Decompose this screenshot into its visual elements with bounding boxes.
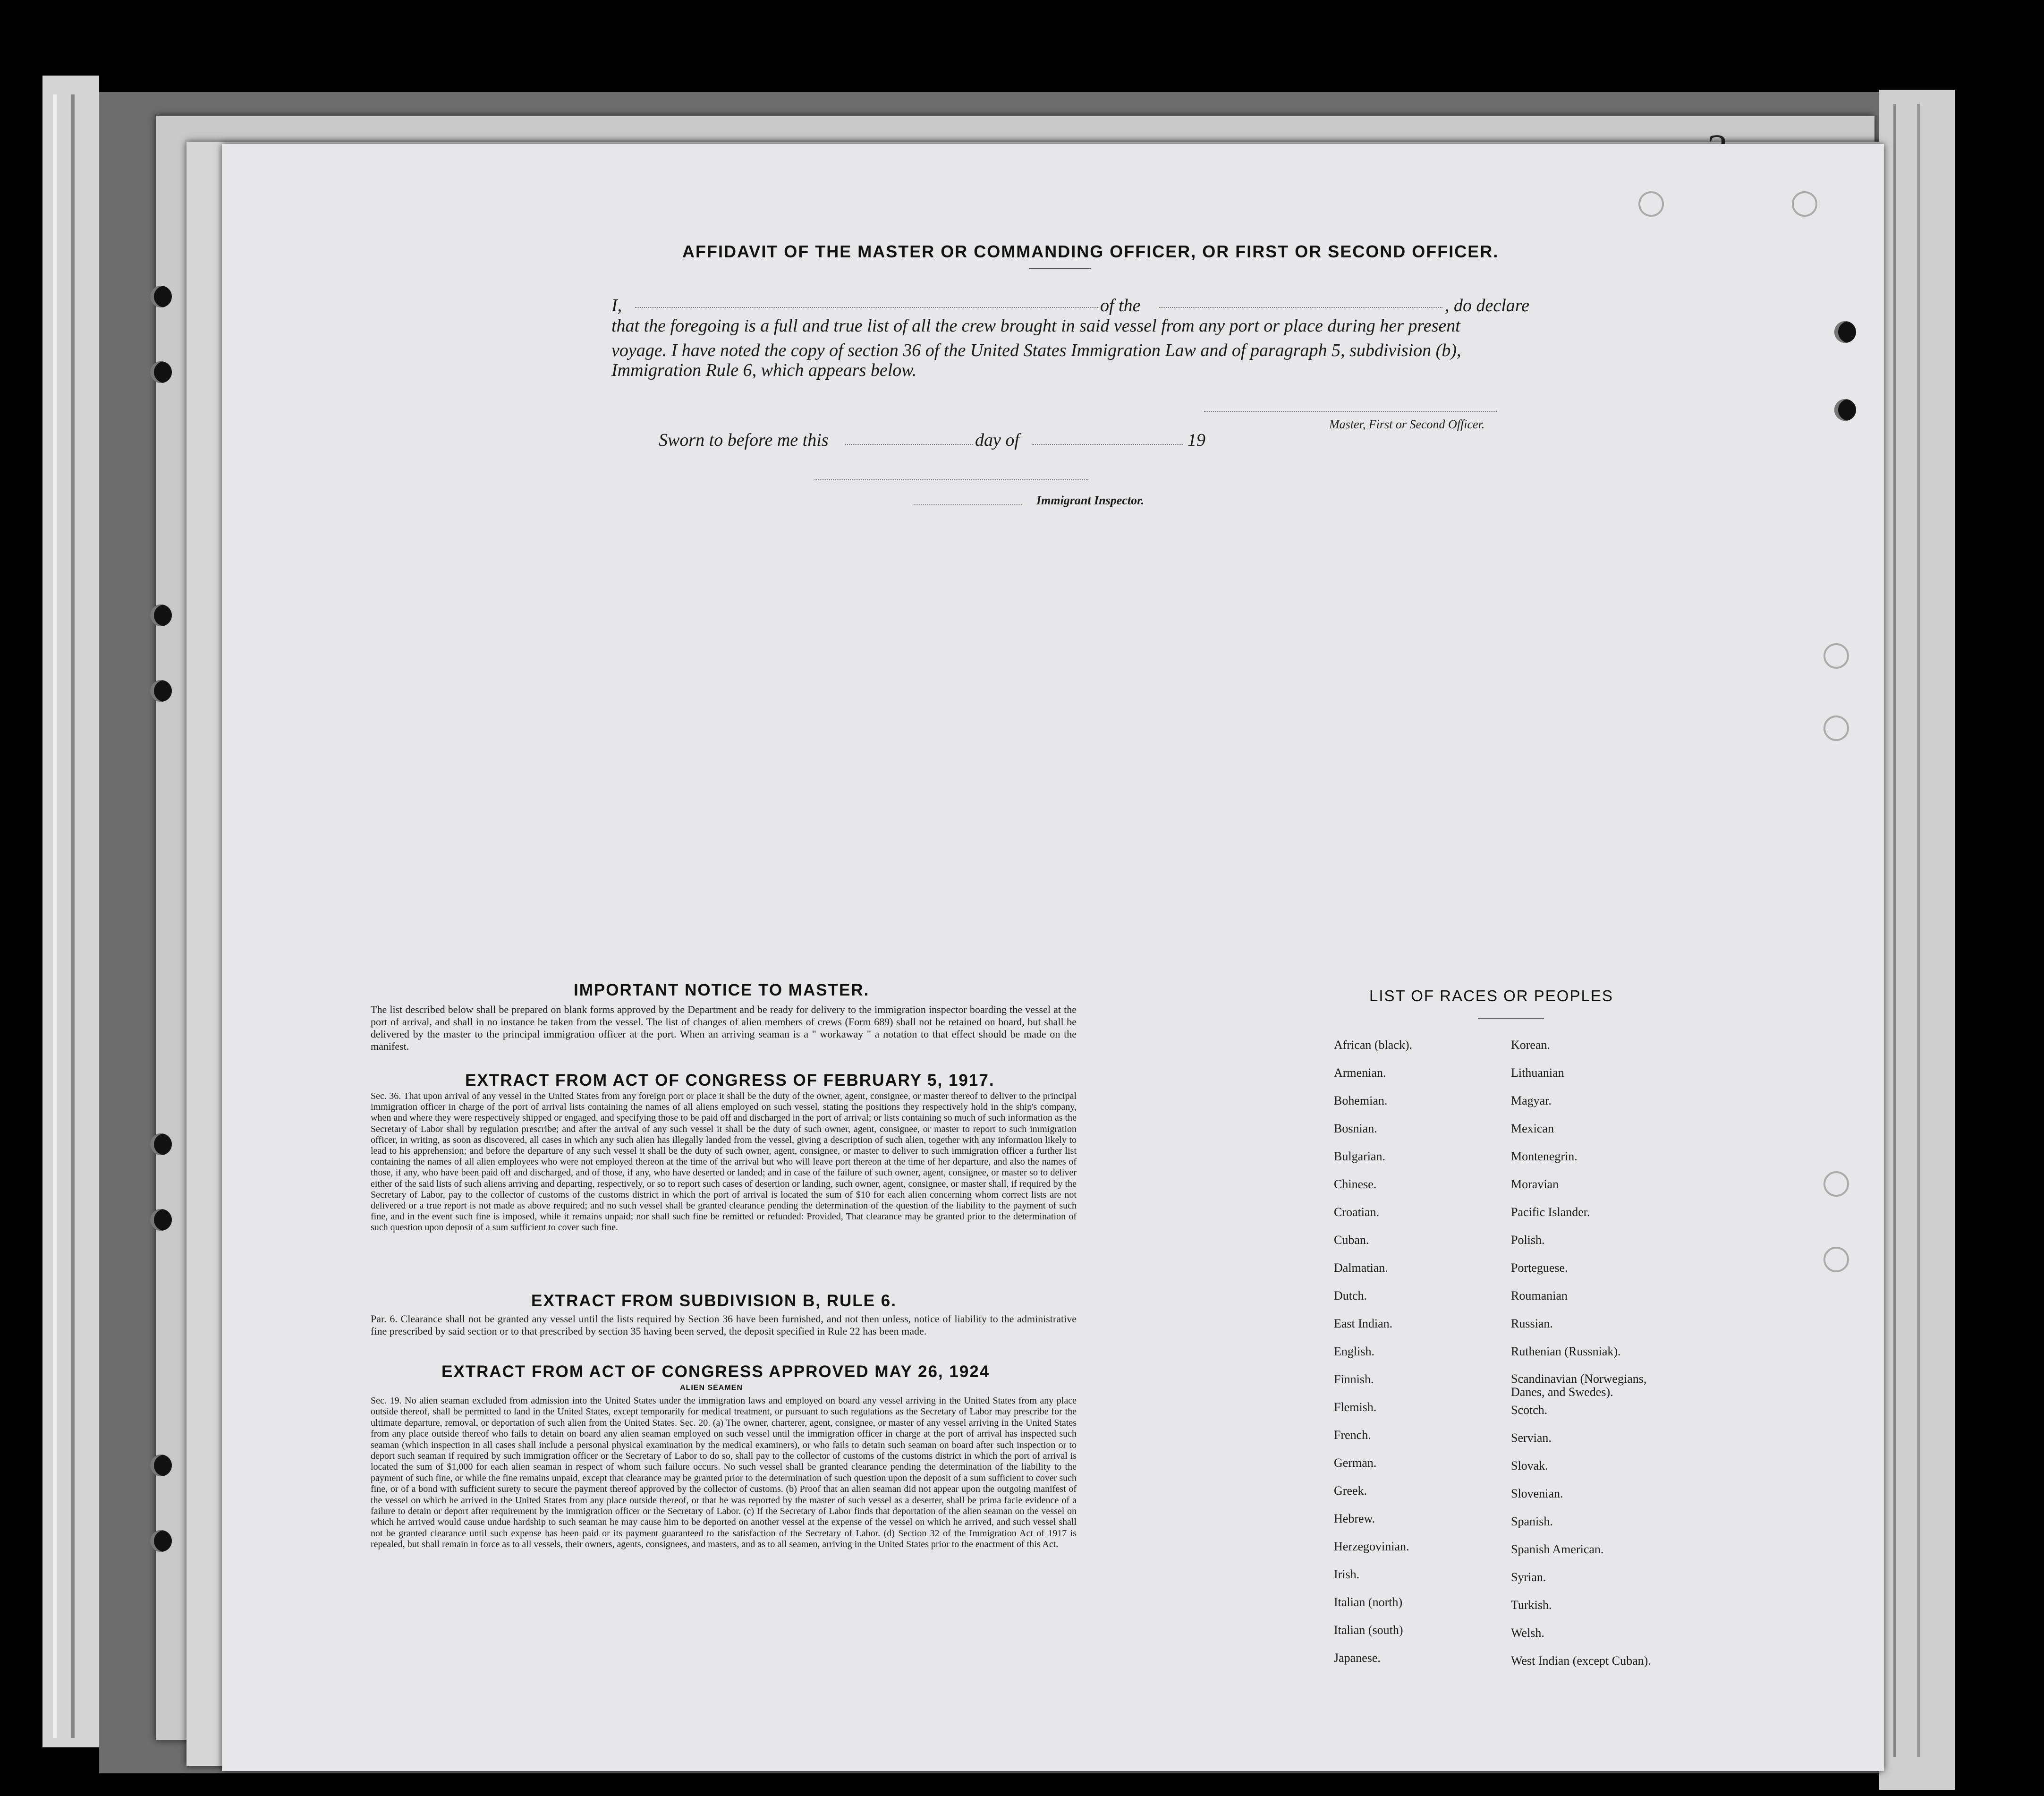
- day-of-text: day of: [975, 430, 1019, 450]
- race-item: Moravian: [1511, 1177, 1559, 1191]
- race-item: Herzegovinian.: [1334, 1540, 1409, 1553]
- race-item: English.: [1334, 1345, 1374, 1358]
- race-item: Bohemian.: [1334, 1094, 1388, 1107]
- race-item: Italian (south): [1334, 1623, 1403, 1637]
- punch-hole: [150, 680, 172, 702]
- year-prefix: 19: [1187, 430, 1205, 450]
- punch-hole: [150, 1133, 172, 1155]
- affidavit-i: I,: [611, 296, 622, 315]
- race-item: Croatian.: [1334, 1205, 1380, 1219]
- race-item: Welsh.: [1511, 1626, 1544, 1640]
- race-item: Bosnian.: [1334, 1122, 1377, 1135]
- sheet-edge-line: [71, 94, 75, 1738]
- extract-1917-text: Sec. 36. That upon arrival of any vessel in the United States from any foreign port or place it shall be the duty of the owner, agent, consignee, or master thereof to deliver to the principal immigration officer in charge of the port of arrival lists containing the names of all aliens employed on such vessel, stating the positions they respectively hold in the ship's company, when and where they were respectively shipped or engaged, and specifying those to be paid off and discharged in the port of arrival; or lists containing so much of such information as the Secretary of Labor shall by regulation prescribe; and after the arrival of any such vessel it shall be the duty of such owner, agent, consignee, or master to report to such immigration officer, in writing, as soon as discovered, all cases in which any such alien has illegally landed from the vessel, giving a description of such alien, together with any information likely to lead to his apprehension; and before the departure of any such vessel it shall be the duty of such owner, agent, consignee, or master to deliver to such immigration officer a further list containing the names of all alien employees who were not employed thereon at the time of the arrival but who will leave port thereon at the time of her departure, and also the names of those, if any, who have been paid off and discharged, and of those, if any, who have deserted or landed; and in case of the failure of such owner, agent, consignee, or master so to deliver either of the said lists of such aliens arriving and departing, respectively, or so to report such cases of desertion or landing, such owner, agent, consignee, or master shall, if required by the Secretary of Labor, pay to the collector of customs of the customs district in which the port of arrival is located the sum of $10 for each alien concerning whom correct lists are not delivered or a true report is not made as above required; and no such vessel shall be granted clearance pending the determination of the question of the liability to the payment of such fine, and in the event such fine is imposed, while it remains unpaid; nor shall such fine be remitted or refunded: Provided, That clearance may be granted prior to the determination of such question upon deposit of a sum sufficient to cover such fine.: [371, 1091, 1077, 1233]
- affidavit-line4: Immigration Rule 6, which appears below.: [611, 360, 917, 380]
- punch-hole: [150, 1455, 172, 1476]
- race-item: Russian.: [1511, 1317, 1553, 1330]
- month-blank: [1032, 444, 1183, 445]
- race-item: Flemish.: [1334, 1400, 1377, 1414]
- race-item: Scandinavian (Norwegians, Danes, and Swedes).: [1511, 1372, 1647, 1399]
- sheet-edge-line: [53, 94, 57, 1738]
- race-item: Lithuanian: [1511, 1066, 1564, 1080]
- punch-hole: [1823, 1171, 1849, 1197]
- vessel-blank: [1159, 307, 1442, 308]
- race-item: Spanish American.: [1511, 1542, 1604, 1556]
- extract-1917-title: EXTRACT FROM ACT OF CONGRESS OF FEBRUARY 5, 1917.: [465, 1071, 995, 1090]
- race-item: French.: [1334, 1428, 1371, 1442]
- sheet-edge-line: [1917, 104, 1920, 1757]
- punch-hole: [1792, 191, 1817, 217]
- race-item: Bulgarian.: [1334, 1149, 1386, 1163]
- punch-hole: [1823, 715, 1849, 741]
- punch-hole: [150, 361, 172, 383]
- race-item: Finnish.: [1334, 1372, 1374, 1386]
- race-item: Greek.: [1334, 1484, 1367, 1498]
- race-item: Irish.: [1334, 1567, 1360, 1581]
- inspector-line-2: [914, 504, 1022, 505]
- race-item: Armenian.: [1334, 1066, 1386, 1080]
- race-item: Syrian.: [1511, 1570, 1546, 1584]
- punch-hole: [150, 1209, 172, 1231]
- race-item: Mexican: [1511, 1122, 1554, 1135]
- affidavit-line3: voyage. I have noted the copy of section 36 of the United States Immigration Law and of paragraph 5, subdivision (b),: [611, 340, 1461, 360]
- extract-1924-text: Sec. 19. No alien seaman excluded from admission into the United States under the immigration laws and employed on board any vessel arriving in the United States from any place outside thereof, shall be permitted to land in the United States, except temporarily for medical treatment, or pursuant to such regulations as the Secretary of Labor may prescribe for the ultimate departure, removal, or deportation of such alien from the United States. Sec. 20. (a) The owner, charterer, agent, consignee, or master of any vessel arriving in the United States from any place outside thereof who fails to detain on board any alien seaman employed on such vessel until the immigration officer in charge at the port of arrival has inspected such seaman (which inspection in all cases shall include a personal physical examination by the medical examiners), or who fails to detain such seaman on board after such inspection or to deport such seaman if required by such immigration officer or the Secretary of Labor to do so, shall pay to the collector of customs of the customs district in which the port of arrival is located the sum of $1,000 for each alien seaman in respect of whom such failure occurs. No such vessel shall be granted clearance pending the determination of the liability to the payment of such fine, or while the fine remains unpaid, except that clearance may be granted prior to the determination of such question upon the deposit of a sum sufficient to cover such fine, or of a bond with sufficient surety to secure the payment thereof approved by the collector of customs. (b) Proof that an alien seaman did not appear upon the outgoing manifest of the vessel on which he arrived in the United States from any place outside thereof, or that he was reported by the master of such vessel as a deserter, shall be prima facie evidence of a failure to detain or deport after requirement by the immigration officer or the Secretary of Labor. (c) If the Secretary of Labor finds that deportation of the alien seaman on the vessel on which he arrived would cause undue hardship to such seaman he may cause him to be deported on another vessel at the expense of the vessel on which he arrived, and such vessel shall not be granted clearance until such expense has been paid or its payment guaranteed to the satisfaction of the Secretary of Labor. (d) Section 32 of the Immigration Act of 1917 is repealed, but shall remain in force as to all vessels, their owners, agents, consignees, and masters, and as to all seamen, arriving in the United States prior to the enactment of this Act.: [371, 1396, 1077, 1550]
- race-item: Spanish.: [1511, 1515, 1553, 1528]
- race-item: Japanese.: [1334, 1651, 1381, 1665]
- officer-signature-line: [1204, 411, 1497, 412]
- race-item: Italian (north): [1334, 1595, 1403, 1609]
- affidavit-of-the: of the: [1100, 296, 1141, 315]
- affidavit-title: AFFIDAVIT OF THE MASTER OR COMMANDING OFFICER, OR FIRST OR SECOND OFFICER.: [682, 242, 1499, 261]
- inspector-caption: Immigrant Inspector.: [1036, 494, 1145, 507]
- affidavit-line2: that the foregoing is a full and true list of all the crew brought in said vessel from any port or place during her present: [611, 316, 1460, 336]
- extract-rule6-title: EXTRACT FROM SUBDIVISION B, RULE 6.: [531, 1292, 897, 1310]
- race-item: Scotch.: [1511, 1403, 1548, 1417]
- notice-text: The list described below shall be prepared on blank forms approved by the Department and be ready for delivery to the immigration inspector boarding the vessel at the port of arrival, and shall in no instance be taken from the vessel. The list of changes of alien members of crews (Form 689) shall not be retained on board, but shall be delivered by the master to the principal immigration officer at the port. When an arriving seaman is a " workaway " a notation to that effect should be made on the manifest.: [371, 1004, 1077, 1052]
- race-item: Porteguese.: [1511, 1261, 1568, 1275]
- race-item: Pacific Islander.: [1511, 1205, 1590, 1219]
- race-item: Slovenian.: [1511, 1487, 1563, 1500]
- races-title: LIST OF RACES OR PEOPLES: [1369, 987, 1613, 1004]
- notice-title: IMPORTANT NOTICE TO MASTER.: [574, 981, 870, 999]
- race-item: Servian.: [1511, 1431, 1552, 1445]
- punch-hole: [150, 1530, 172, 1552]
- race-item: Korean.: [1511, 1038, 1551, 1052]
- races-title-rule: [1478, 1018, 1544, 1019]
- race-item: East Indian.: [1334, 1317, 1393, 1330]
- name-blank: [635, 307, 1098, 308]
- sheet-edge-line: [1893, 104, 1896, 1757]
- race-item: Turkish.: [1511, 1598, 1552, 1612]
- punch-hole: [1823, 1247, 1849, 1272]
- race-item: Slovak.: [1511, 1459, 1548, 1473]
- race-item: Dalmatian.: [1334, 1261, 1388, 1275]
- extract-rule6-text: Par. 6. Clearance shall not be granted any vessel until the lists required by Section 36 have been furnished, and not then unless, notice of liability to the administrative fine prescribed by said section or to that prescribed by section 35 having been served, the deposit specified in Rule 22 has been made.: [371, 1313, 1077, 1337]
- race-item: Roumanian: [1511, 1289, 1568, 1302]
- punch-hole: [1834, 321, 1856, 343]
- punch-hole: [150, 604, 172, 626]
- officer-signature-caption: Master, First or Second Officer.: [1329, 417, 1485, 431]
- race-item: German.: [1334, 1456, 1377, 1470]
- punch-hole: [1823, 643, 1849, 669]
- punch-hole: [150, 286, 172, 307]
- race-item: Chinese.: [1334, 1177, 1377, 1191]
- punch-hole: [1638, 191, 1664, 217]
- race-item: West Indian (except Cuban).: [1511, 1654, 1651, 1668]
- race-item: Magyar.: [1511, 1094, 1552, 1107]
- extract-1924-subtitle: ALIEN SEAMEN: [680, 1384, 743, 1392]
- race-item: Ruthenian (Russniak).: [1511, 1345, 1621, 1358]
- race-item: Dutch.: [1334, 1289, 1367, 1302]
- sworn-text: Sworn to before me this: [659, 430, 829, 450]
- punch-hole: [1834, 399, 1856, 421]
- race-item: African (black).: [1334, 1038, 1413, 1052]
- inspector-line-1: [814, 479, 1088, 480]
- race-item: Montenegrin.: [1511, 1149, 1578, 1163]
- race-item: Polish.: [1511, 1233, 1545, 1247]
- race-item: Cuban.: [1334, 1233, 1369, 1247]
- extract-1924-title: EXTRACT FROM ACT OF CONGRESS APPROVED MAY 26, 1924: [441, 1362, 990, 1381]
- race-item: Hebrew.: [1334, 1512, 1375, 1525]
- affidavit-declare: , do declare: [1445, 296, 1530, 315]
- day-blank: [845, 444, 973, 445]
- title-rule: [1029, 268, 1091, 269]
